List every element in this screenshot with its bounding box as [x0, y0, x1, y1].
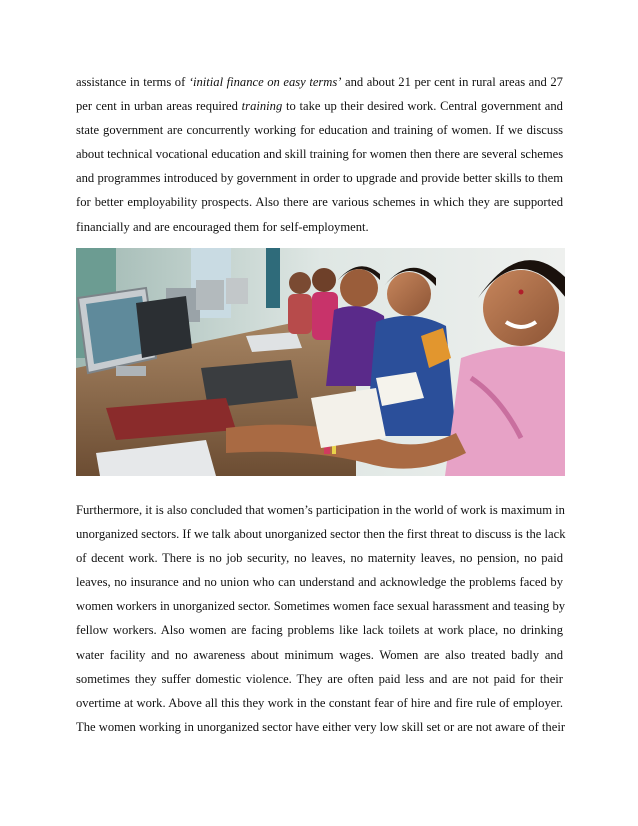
paragraph-1-line-7: financially and are encouraged them for self-employment. — [76, 219, 369, 234]
paragraph-1-line-3: state government are concurrently working for education and training of women. If we discuss — [76, 123, 563, 138]
paragraph-1-line-5: and programmes introduced by government in order to upgrade and provide better skills to them — [76, 171, 563, 186]
italic-phrase-initial-finance: ‘initial finance on easy terms’ — [188, 75, 342, 89]
paragraph-1-line-1: assistance in terms of ‘initial finance on easy terms’ and about 21 per cent in rural areas and 27 — [76, 75, 563, 89]
paragraph-2 — [76, 498, 566, 739]
paragraph-2-line-9: overtime at work. Above all this they work in the constant fear of hire and fire rule of employer. — [76, 695, 563, 710]
paragraph-1 — [76, 70, 563, 239]
paragraph-2-line-6: fellow workers. Also women are facing problems like lack toilets at work place, no drinking — [76, 623, 563, 638]
paragraph-2-line-7: water facility and no awareness about minimum wages. Women are also treated badly and — [76, 647, 563, 662]
paragraph-1-line-4: about technical vocational education and skill training for women then there are several schemes — [76, 147, 564, 162]
paragraph-2-line-5: women workers in unorganized sector. Sometimes women face sexual harassment and teasing by — [76, 599, 566, 614]
photo-illustration — [76, 248, 565, 476]
paragraph-2-line-4: leaves, no insurance and no union who can understand and acknowledge the problems faced by — [76, 575, 563, 590]
italic-word-training: training — [241, 99, 283, 114]
paragraph-2-line-2: unorganized sectors. If we talk about unorganized sector then the first threat to discuss is the lack — [76, 527, 566, 542]
paragraph-2-line-8: sometimes they suffer domestic violence. They are often paid less and are not paid for their — [76, 671, 563, 686]
paragraph-1-line-6: for better employability prospects. Also there are various schemes in which they are supported — [76, 195, 563, 210]
photo-women-at-computers — [76, 248, 565, 476]
paragraph-2-line-10: The women working in unorganized sector have either very low skill set or are not aware of their — [76, 719, 566, 734]
paragraph-2-line-3: of decent work. There is no job security, no leaves, no maternity leaves, no pension, no paid — [76, 551, 563, 566]
paragraph-1-line-2: per cent in urban areas required training to take up their desired work. Central government and — [76, 99, 563, 114]
paragraph-2-line-1: Furthermore, it is also concluded that women’s participation in the world of work is maximum in — [76, 503, 565, 517]
